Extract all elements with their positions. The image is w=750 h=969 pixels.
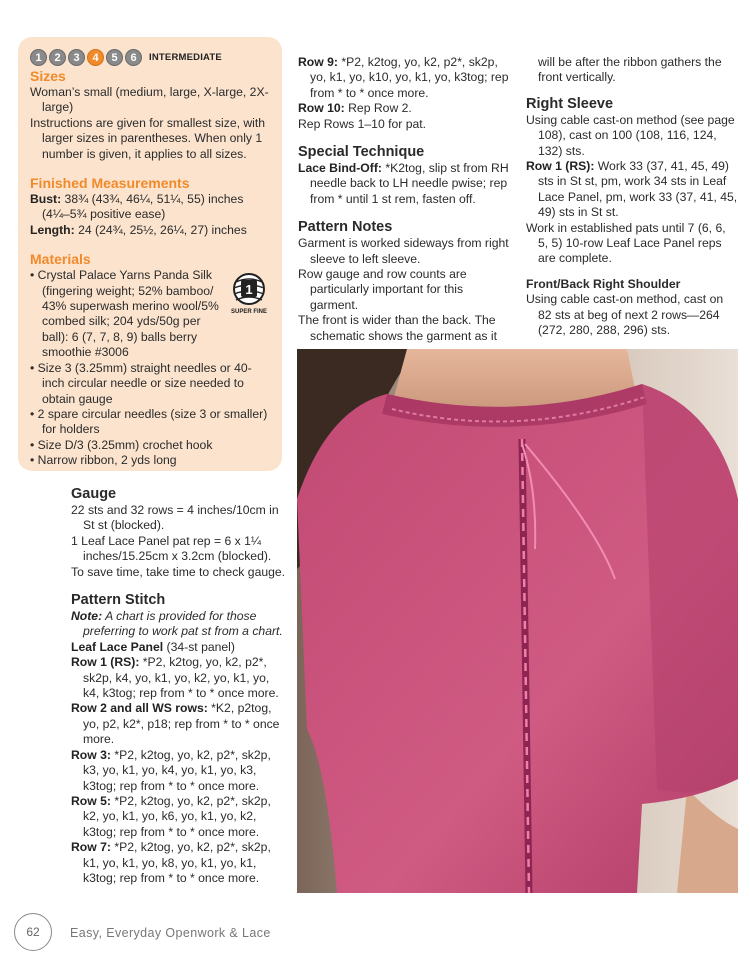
row-text: *P2, k2tog, yo, k2, p2*, sk2p, k3, yo, k1, yo, k4, yo, k1, yo, k3, k3tog; rep from * to * once more.: [83, 747, 271, 793]
gauge-text: 22 sts and 32 rows = 4 inches/10cm in St st (blocked).: [71, 503, 279, 533]
materials-item: • Crystal Palace Yarns Panda Silk (fingering weight; 52% bamboo/ 43% superwash merino wool/5% combed silk; 204 yds/50g per ball): 6 (7, 7, 8, 9) balls berry smoothie #3006: [30, 268, 219, 360]
pattern-row: [71, 701, 286, 747]
column-2: [298, 55, 510, 344]
skill-level-3: 3: [68, 49, 85, 66]
gauge-section: [71, 486, 286, 886]
row-label: Row 5:: [71, 793, 111, 808]
skill-level-label: INTERMEDIATE: [149, 52, 222, 63]
yarn-weight-label: SUPER FINE: [230, 309, 268, 315]
shoulder-heading: Front/Back Right Shoulder: [526, 276, 681, 291]
row-label: Row 1 (RS):: [526, 159, 595, 174]
note-label: Note:: [71, 609, 103, 624]
skill-level-5: 5: [106, 49, 123, 66]
materials-item: • Narrow ribbon, 2 yds long: [30, 453, 177, 468]
book-title: Easy, Everyday Openwork & Lace: [70, 926, 271, 940]
row-text: *P2, k2tog, yo, k2, p2*, sk2p, yo, k1, yo, k10, yo, k1, yo, k3tog; rep from * to * once more.: [310, 55, 509, 100]
skill-level-2: 2: [49, 49, 66, 66]
shoulder-text: Using cable cast-on method, cast on 82 sts at beg of next 2 rows—264 (272, 280, 288, 296) sts.: [526, 292, 724, 338]
pattern-row: [71, 794, 286, 840]
panel-label: Leaf Lace Panel: [71, 639, 164, 654]
gauge-text: To save time, take time to check gauge.: [71, 564, 286, 579]
sizes-text: Woman’s small (medium, large, X-large, 2X-large): [30, 85, 269, 115]
special-technique-heading: Special Technique: [298, 144, 425, 161]
length-label: Length:: [30, 222, 75, 237]
pattern-row: [71, 840, 286, 886]
right-sleeve-row: [526, 159, 738, 221]
pattern-row: [298, 101, 510, 116]
continued-text: will be after the ribbon gathers the front vertically.: [538, 55, 722, 85]
pattern-notes-text: Garment is worked sideways from right sleeve to left sleeve.: [298, 236, 509, 266]
note-text: A chart is provided for those preferring to work pat st from a chart.: [83, 609, 283, 639]
yarn-weight-icon: [229, 272, 269, 316]
pattern-notes-text: The front is wider than the back. The schematic shows the garment as it: [298, 313, 497, 343]
skill-level-6: 6: [125, 49, 142, 66]
column-3: [526, 55, 738, 339]
pattern-row: [71, 748, 286, 794]
materials-item: • 2 spare circular needles (size 3 or smaller) for holders: [30, 406, 268, 437]
pattern-row: [71, 655, 286, 701]
right-sleeve-text: Using cable cast-on method (see page 108), cast on 100 (108, 116, 124, 132) sts.: [526, 112, 735, 158]
materials-item: • Size 3 (3.25mm) straight needles or 40-inch circular needle or size needed to obtain gauge: [30, 360, 252, 406]
materials-item: • Size D/3 (3.25mm) crochet hook: [30, 437, 213, 452]
sizes-heading: Sizes: [30, 68, 66, 84]
skill-level-indicator: [30, 49, 222, 66]
lace-bind-off-label: Lace Bind-Off:: [298, 161, 382, 176]
skill-level-4: 4: [87, 49, 104, 66]
row-label: Row 3:: [71, 747, 111, 762]
measurements-heading: Finished Measurements: [30, 175, 190, 192]
materials-box-content: [30, 68, 274, 469]
pattern-stitch-heading: Pattern Stitch: [71, 592, 166, 609]
row-label: Row 7:: [71, 840, 111, 855]
row-label: Row 9:: [298, 55, 338, 69]
panel-text: (34-st panel): [163, 639, 235, 654]
pattern-row: [298, 55, 510, 101]
right-sleeve-heading: Right Sleeve: [526, 95, 614, 112]
yarn-weight-number: 1: [245, 282, 253, 297]
row-text: *P2, k2tog, yo, k2, p2*, sk2p, k2, yo, k1, yo, k6, yo, k1, yo, k2, k3tog; rep from * to * once more.: [83, 793, 271, 839]
page-number: 62: [14, 913, 52, 951]
sizes-note: Instructions are given for smallest size, with larger sizes in parentheses. When only 1 number is given, it applies to all sizes.: [30, 115, 266, 161]
row-label: Row 2 and all WS rows:: [71, 701, 208, 716]
bust-label: Bust:: [30, 192, 62, 207]
row-label: Row 10:: [298, 101, 345, 116]
lace-bind-off: [298, 161, 510, 207]
pattern-notes-text: Row gauge and row counts are particularly important for this garment.: [298, 267, 467, 312]
bust-line: [30, 192, 274, 223]
row-text: *K2, p2tog, yo, p2, k2*, p18; rep from * to * once more.: [83, 701, 280, 747]
bust-value: 38¾ (43¾, 46¼, 51¼, 55) inches (4¼–5¾ positive ease): [42, 192, 244, 222]
pattern-notes-heading: Pattern Notes: [298, 219, 393, 236]
panel-line: [71, 640, 286, 655]
length-line: [30, 223, 274, 238]
repeat-text: Rep Rows 1–10 for pat.: [298, 116, 427, 131]
skill-level-1: 1: [30, 49, 47, 66]
row-label: Row 1 (RS):: [71, 655, 140, 670]
row-text: Work 33 (37, 41, 45, 49) sts in St st, pm, work 34 sts in Leaf Lace Panel, pm, work 33 (37, 41, 45, 49) sts in St st.: [538, 159, 738, 220]
gauge-heading: Gauge: [71, 486, 117, 502]
lace-bind-off-text: *K2tog, slip st from RH needle back to LH needle pwise; rep from * until 1 st rem, fasten off.: [310, 161, 509, 206]
gauge-text: 1 Leaf Lace Panel pat rep = 6 x 1¼ inches/15.25cm x 3.2cm (blocked).: [71, 533, 272, 564]
right-sleeve-text: Work in established pats until 7 (6, 6, 5, 5) 10-row Leaf Lace Panel reps are complete.: [526, 220, 726, 266]
row-text: Rep Row 2.: [344, 101, 412, 116]
materials-heading: Materials: [30, 251, 91, 268]
pattern-note: [71, 609, 286, 640]
sweater-photo: [297, 349, 738, 893]
row-text: *P2, k2tog, yo, k2, p2*, sk2p, k4, yo, k1, yo, k2, yo, k1, yo, k4, k3tog; rep from * to * once more.: [83, 655, 279, 701]
length-value: 24 (24¾, 25½, 26¼, 27) inches: [74, 222, 247, 237]
row-text: *P2, k2tog, yo, k2, p2*, sk2p, k1, yo, k1, yo, k8, yo, k1, yo, k1, k3tog; rep from * to * once more.: [83, 840, 271, 885]
